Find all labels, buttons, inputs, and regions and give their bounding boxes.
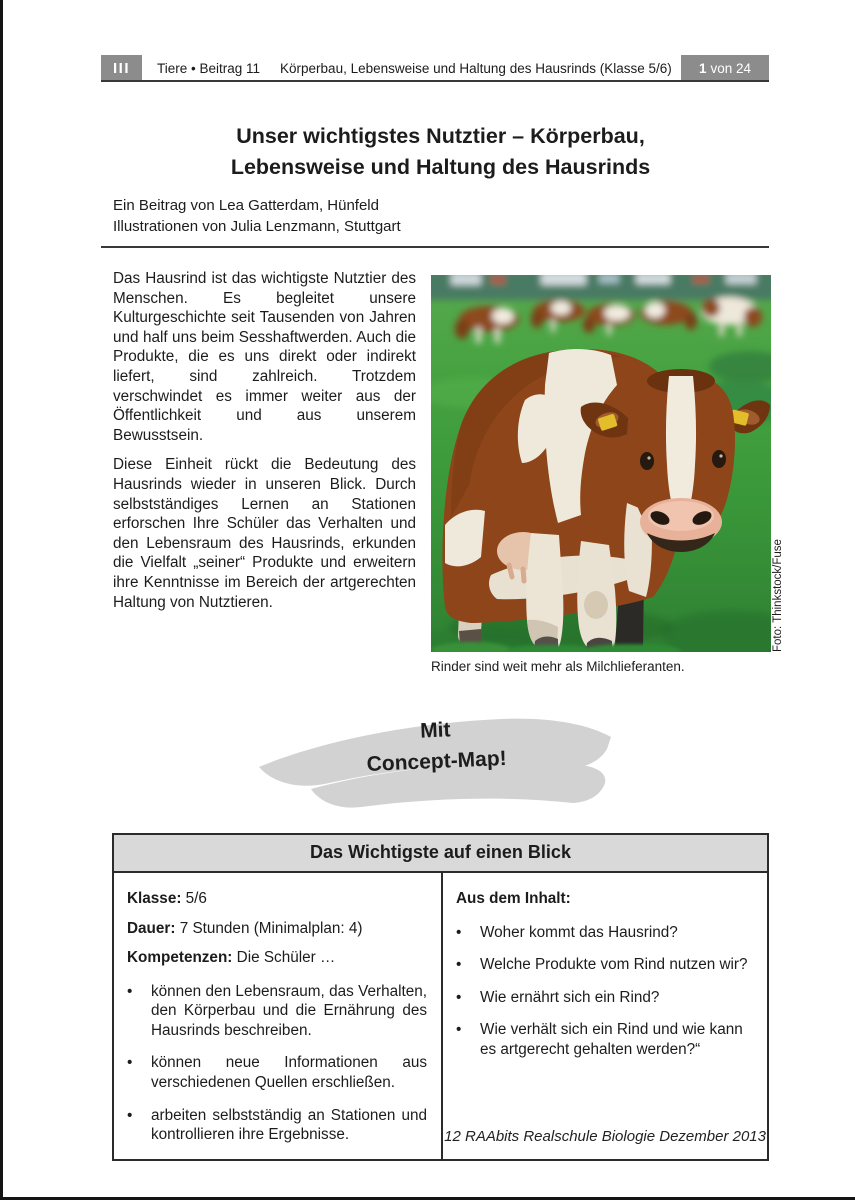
list-item: • können den Lebensraum, das Verhalten, den Körperbau und die Ernährung des Hausrinds beschreiben. (127, 982, 427, 1041)
page-title-line2: Lebensweise und Haltung des Hausrinds (230, 154, 651, 179)
banner-line2: Concept-Map! (366, 746, 508, 777)
inhalt-title: Aus dem Inhalt: (456, 890, 571, 907)
page-count-suffix: von 24 (710, 60, 752, 76)
byline-author: Ein Beitrag von Lea Gatterdam, Hünfeld (113, 197, 379, 214)
header-category: Tiere • Beitrag 11 (157, 60, 261, 76)
dauer-label: Dauer: (127, 919, 176, 937)
list-item: • Wie ernährt sich ein Rind? (456, 988, 753, 1008)
overview-right-cell (443, 873, 767, 1159)
kompetenzen-row (127, 948, 427, 968)
bullet-dot-icon (127, 1053, 151, 1092)
page-title (113, 121, 768, 182)
bullet-dot-icon (127, 982, 151, 1041)
banner-line1: Mit (419, 718, 451, 743)
section-badge: III (101, 55, 142, 81)
list-item: • Wie verhält sich ein Rind und wie kann es artgerecht gehalten werden?“ (456, 1020, 753, 1059)
header-rule (101, 80, 769, 82)
header-doc-title: Körperbau, Lebensweise und Haltung des Hausrinds (Klasse 5/6) (280, 60, 672, 76)
photo-credit: Foto: Thinkstock/Fuse (772, 539, 784, 652)
bullet-dot-icon (456, 955, 480, 975)
intro-paragraph-2: Diese Einheit rückt die Bedeutung des Hausrinds wieder in unseren Blick. Durch selbstständiges Lernen an Stationen erforschen Ihre Schüler das Verhalten und den Lebensraum des Hausrinds, erkunden die Vielfalt „seiner“ Produkte und erweitern ihre Kenntnisse im Bereich der artgerechten Haltung von Nutztieren. (113, 456, 416, 611)
footer-imprint: 12 RAAbits Realschule Biologie Dezember 2013 (444, 1128, 766, 1145)
cow-photo (431, 275, 771, 652)
overview-body (114, 873, 767, 1159)
list-item: • können neue Informationen aus verschiedenen Quellen erschließen. (127, 1053, 427, 1092)
klasse-value: 5/6 (185, 890, 207, 907)
klasse-label: Klasse: (127, 890, 182, 907)
intro-text (113, 269, 416, 622)
bullet-dot-icon (456, 923, 480, 943)
bullet-dot-icon (127, 1106, 151, 1145)
dauer-row (127, 919, 427, 939)
overview-title: Das Wichtigste auf einen Blick (114, 835, 767, 873)
dauer-value: 7 Stunden (Minimalplan: 4) (179, 919, 363, 937)
byline-illustrator: Illustrationen von Julia Lenzmann, Stuttgart (113, 218, 401, 235)
cow-photo-art (431, 275, 771, 652)
content-list (456, 923, 753, 1060)
overview-left-cell (114, 873, 443, 1159)
list-item: • Welche Produkte vom Rind nutzen wir? (456, 955, 753, 975)
concept-map-banner (251, 702, 621, 812)
list-item: • arbeiten selbstständig an Stationen und kontrollieren ihre Ergebnisse. (127, 1106, 427, 1145)
page-title-line1: Unser wichtigstes Nutztier – Körperbau, (236, 124, 645, 148)
klasse-row (127, 889, 427, 909)
kompetenzen-value: Die Schüler … (236, 949, 336, 967)
bullet-dot-icon (456, 1020, 480, 1059)
bullet-dot-icon (456, 988, 480, 1008)
competence-list (127, 982, 427, 1145)
overview-table (112, 833, 769, 1161)
byline (113, 195, 401, 237)
kompetenzen-label: Kompetenzen: (127, 949, 233, 967)
page-header (101, 55, 769, 81)
divider-rule (101, 246, 769, 248)
page-indicator (681, 55, 769, 81)
page-number: 1 (698, 60, 707, 76)
list-item: • Woher kommt das Hausrind? (456, 923, 753, 943)
photo-caption: Rinder sind weit mehr als Milchlieferanten. (431, 659, 685, 674)
intro-paragraph-1: Das Hausrind ist das wichtigste Nutztier des Menschen. Es begleitet unsere Kulturgeschichte seit Tausenden von Jahren und half uns beim Sesshaftwerden. Auch die Produkte, die es uns direkt oder indirekt liefert, sind zahlreich. Trotzdem verschwindet es immer weiter aus der Öffentlichkeit und aus unserem Bewusstsein. (113, 270, 416, 444)
